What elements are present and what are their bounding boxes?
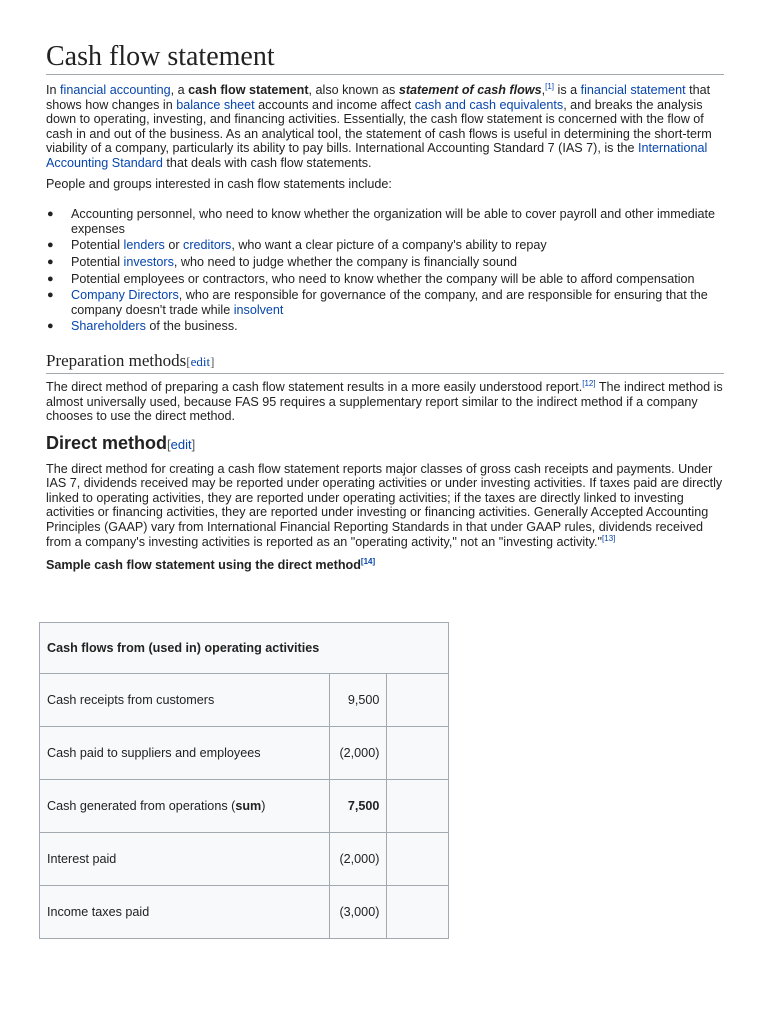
row-value: 7,500 bbox=[329, 780, 387, 833]
edit-section: [edit] bbox=[167, 436, 196, 452]
row-label: Cash receipts from customers bbox=[40, 674, 330, 727]
row-empty-cell bbox=[387, 674, 449, 727]
preparation-paragraph: The direct method of preparing a cash flow statement results in a more easily understood report.[12] The indirect method is almost universally used, because FAS 95 requires a supplementary report similar to the indirect method if a company chooses to use the direct method. bbox=[46, 378, 723, 424]
link-shareholders[interactable]: Shareholders bbox=[71, 319, 146, 334]
row-empty-cell bbox=[387, 727, 449, 780]
table-row bbox=[40, 780, 449, 833]
bullet-icon: ● bbox=[47, 239, 54, 252]
link-ias[interactable]: International Accounting Standard bbox=[46, 141, 708, 170]
row-label: Cash generated from operations (sum) bbox=[40, 780, 330, 833]
ref-12[interactable]: [12] bbox=[582, 378, 596, 388]
row-empty-cell bbox=[387, 780, 449, 833]
row-value: (2,000) bbox=[329, 833, 387, 886]
row-empty-cell bbox=[387, 833, 449, 886]
edit-link[interactable]: edit bbox=[190, 353, 211, 369]
row-value: (3,000) bbox=[329, 886, 387, 939]
list-item: ● Potential lenders or creditors, who want a clear picture of a company's ability to repay bbox=[47, 238, 547, 253]
table-row bbox=[40, 833, 449, 886]
table-caption: Sample cash flow statement using the direct method[14] bbox=[46, 557, 376, 573]
list-item: ● Accounting personnel, who need to know whether the organization will be able to cover payroll and other immediate expenses bbox=[47, 207, 716, 236]
table-header-row bbox=[40, 623, 449, 674]
table-row bbox=[40, 727, 449, 780]
ref-1[interactable]: [1] bbox=[545, 81, 555, 91]
interested-parties-list bbox=[46, 207, 724, 334]
edit-link[interactable]: edit bbox=[170, 436, 192, 452]
table-header: Cash flows from (used in) operating activities bbox=[40, 623, 449, 674]
link-company-directors[interactable]: Company Directors bbox=[71, 288, 179, 303]
row-value: (2,000) bbox=[329, 727, 387, 780]
link-investors[interactable]: investors bbox=[123, 254, 174, 269]
link-insolvent[interactable]: insolvent bbox=[233, 302, 284, 317]
page-title: Cash flow statement bbox=[46, 40, 724, 75]
people-intro: People and groups interested in cash flow statements include: bbox=[46, 176, 392, 191]
table-row bbox=[40, 674, 449, 727]
table-row bbox=[40, 886, 449, 939]
section-heading-direct-method: Direct method[edit] bbox=[46, 432, 196, 453]
edit-section: [edit] bbox=[186, 353, 215, 369]
bullet-icon: ● bbox=[47, 255, 54, 268]
list-item: ● Shareholders of the business. bbox=[47, 319, 238, 334]
direct-method-paragraph: The direct method for creating a cash flow statement reports major classes of gross cash receipts and payments. Under IAS 7, dividends received may be reported under operating activities or under investing activities. If taxes paid are directly linked to operating activities, they are reported under operating activities; if the taxes are directly linked to investing activities or financing activities, they are reported under investing or financing activities. Generally Accepted Accounting Principles (GAAP) vary from International Financial Reporting Standards in that under GAAP rules, dividends received from a company's investing activities is reported as an "operating activity," not an "investing activity."[13] bbox=[46, 461, 723, 549]
link-financial-accounting[interactable]: financial accounting bbox=[60, 83, 171, 97]
link-creditors[interactable]: creditors bbox=[183, 238, 232, 253]
bullet-icon: ● bbox=[47, 272, 54, 285]
intro-paragraph: In financial accounting, a cash flow statement, also known as statement of cash flows,[1] is a financial statement that shows how changes in balance sheet accounts and income affect cash and cash equivalents, and breaks the analysis down to operating, investing, and financing activities. Essentially, the cash flow statement is concerned with the flow of cash in and out of the business. As an analytical tool, the statement of cash flows is useful in determining the short-term viability of a company, particularly its ability to pay bills. International Accounting Standard 7 (IAS 7), is the International Accounting Standard that deals with cash flow statements. bbox=[46, 81, 712, 170]
row-value: 9,500 bbox=[329, 674, 387, 727]
row-empty-cell bbox=[387, 886, 449, 939]
link-financial-statement[interactable]: financial statement bbox=[580, 83, 686, 97]
list-item: ● Company Directors, who are responsible for governance of the company, and are responsible for ensuring that the company doesn't trade while insolvent bbox=[47, 288, 708, 317]
row-label: Interest paid bbox=[40, 833, 330, 886]
section-heading-preparation: Preparation methods[edit] bbox=[46, 350, 724, 374]
ref-14[interactable]: [14] bbox=[360, 557, 376, 567]
cash-flow-table bbox=[39, 622, 449, 939]
row-label: Income taxes paid bbox=[40, 886, 330, 939]
row-label: Cash paid to suppliers and employees bbox=[40, 727, 330, 780]
bullet-icon: ● bbox=[47, 289, 54, 302]
link-balance-sheet[interactable]: balance sheet bbox=[176, 97, 255, 112]
article bbox=[46, 40, 724, 919]
list-item: ● Potential employees or contractors, who need to know whether the company will be able to afford compensation bbox=[47, 271, 695, 286]
link-lenders[interactable]: lenders bbox=[123, 238, 165, 253]
bullet-icon: ● bbox=[47, 320, 54, 333]
list-item: ● Potential investors, who need to judge whether the company is financially sound bbox=[47, 254, 517, 269]
link-cash-equivalents[interactable]: cash and cash equivalents bbox=[414, 97, 564, 112]
ref-13[interactable]: [13] bbox=[602, 533, 616, 543]
bullet-icon: ● bbox=[47, 208, 54, 221]
